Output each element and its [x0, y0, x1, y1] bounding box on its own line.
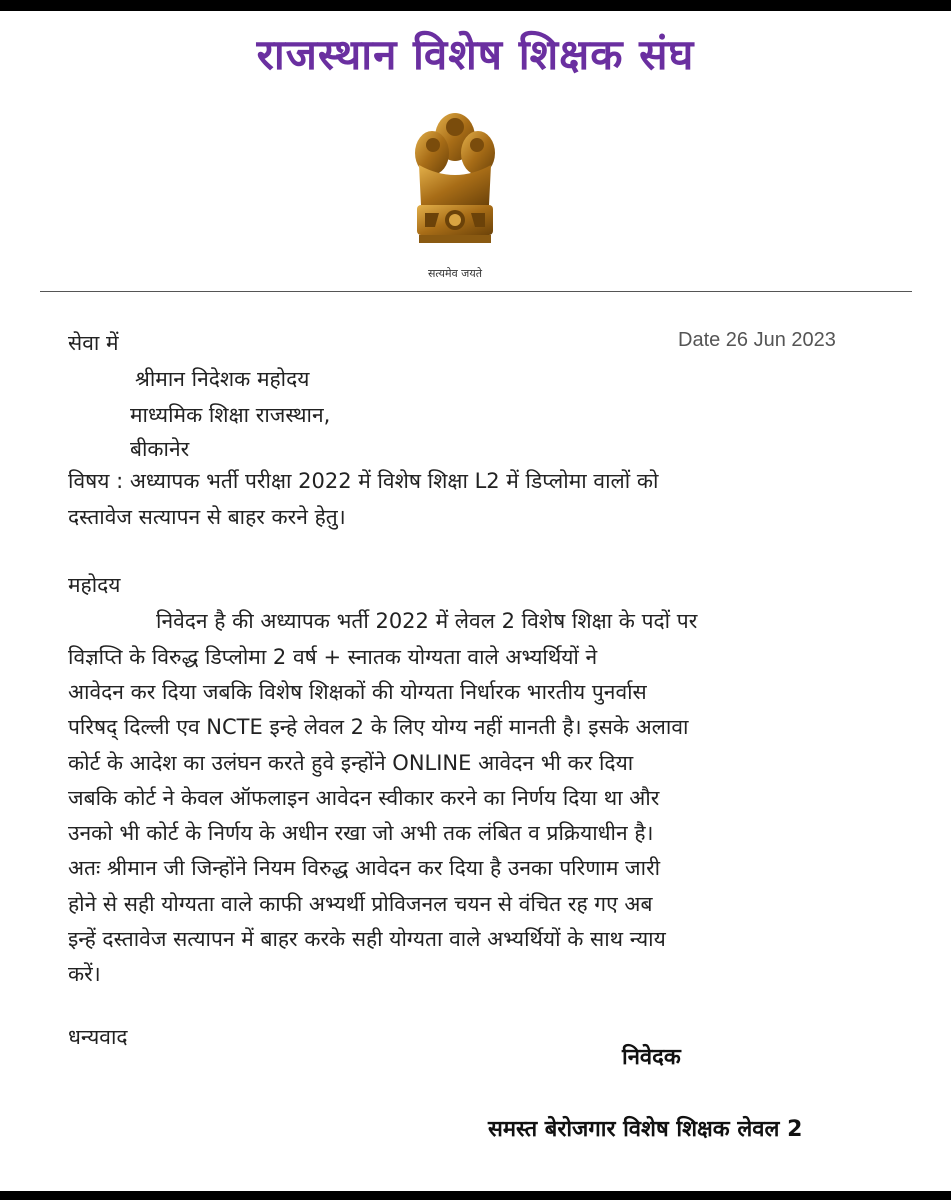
signature-name: समस्त बेरोजगार विशेष शिक्षक लेवल 2: [488, 1117, 803, 1142]
header-divider: [40, 291, 912, 292]
emblem-motto: सत्यमेव जयते: [427, 267, 482, 280]
recipient-line: बीकानेर: [130, 437, 190, 461]
signature-title: निवेदक: [622, 1045, 681, 1070]
closing: धन्यवाद: [68, 1025, 128, 1049]
body-line: निवेदन है की अध्यापक भर्ती 2022 में लेवल 2 विशेष शिक्षा के पदों पर: [156, 609, 698, 633]
letter-page: [0, 11, 951, 1191]
body-line: परिषद् दिल्ली एव NCTE इन्हे लेवल 2 के लिए योग्य नहीं मानती है। इसके अलावा: [68, 715, 689, 739]
body-line: कोर्ट के आदेश का उलंघन करते हुवे इन्होंने ONLINE आवेदन भी कर दिया: [68, 751, 634, 775]
national-emblem-icon: [405, 105, 505, 265]
recipient-line: माध्यमिक शिक्षा राजस्थान,: [130, 403, 331, 427]
subject-line: विषय : अध्यापक भर्ती परीक्षा 2022 में विशेष शिक्षा L2 में डिप्लोमा वालों को: [68, 469, 659, 493]
body-line: उनको भी कोर्ट के निर्णय के अधीन रखा जो अभी तक लंबित व प्रक्रियाधीन है।: [68, 821, 654, 845]
recipient-line: श्रीमान निदेशक महोदय: [135, 367, 310, 391]
body-line: करें।: [68, 962, 101, 986]
body-line: विज्ञप्ति के विरुद्ध डिप्लोमा 2 वर्ष + स्नातक योग्यता वाले अभ्यर्थियों ने: [68, 645, 598, 669]
body-line: होने से सही योग्यता वाले काफी अभ्यर्थी प्रोविजनल चयन से वंचित रह गए अब: [68, 892, 653, 916]
body-line: आवेदन कर दिया जबकि विशेष शिक्षकों की योग्यता निर्धारक भारतीय पुनर्वास: [68, 680, 647, 704]
letter-date: Date 26 Jun 2023: [678, 329, 836, 351]
organization-title: राजस्थान विशेष शिक्षक संघ: [256, 30, 695, 79]
body-line: जबकि कोर्ट ने केवल ऑफलाइन आवेदन स्वीकार करने का निर्णय दिया था और: [68, 786, 660, 810]
body-line: इन्हें दस्तावेज सत्यापन में बाहर करके सही योग्यता वाले अभ्यर्थियों के साथ न्याय: [68, 927, 666, 951]
subject-line: दस्तावेज सत्यापन से बाहर करने हेतु।: [68, 505, 346, 529]
to-line: सेवा में: [68, 331, 119, 355]
salutation: महोदय: [68, 573, 121, 597]
body-line: अतः श्रीमान जी जिन्होंने नियम विरुद्ध आवेदन कर दिया है उनका परिणाम जारी: [68, 856, 661, 880]
